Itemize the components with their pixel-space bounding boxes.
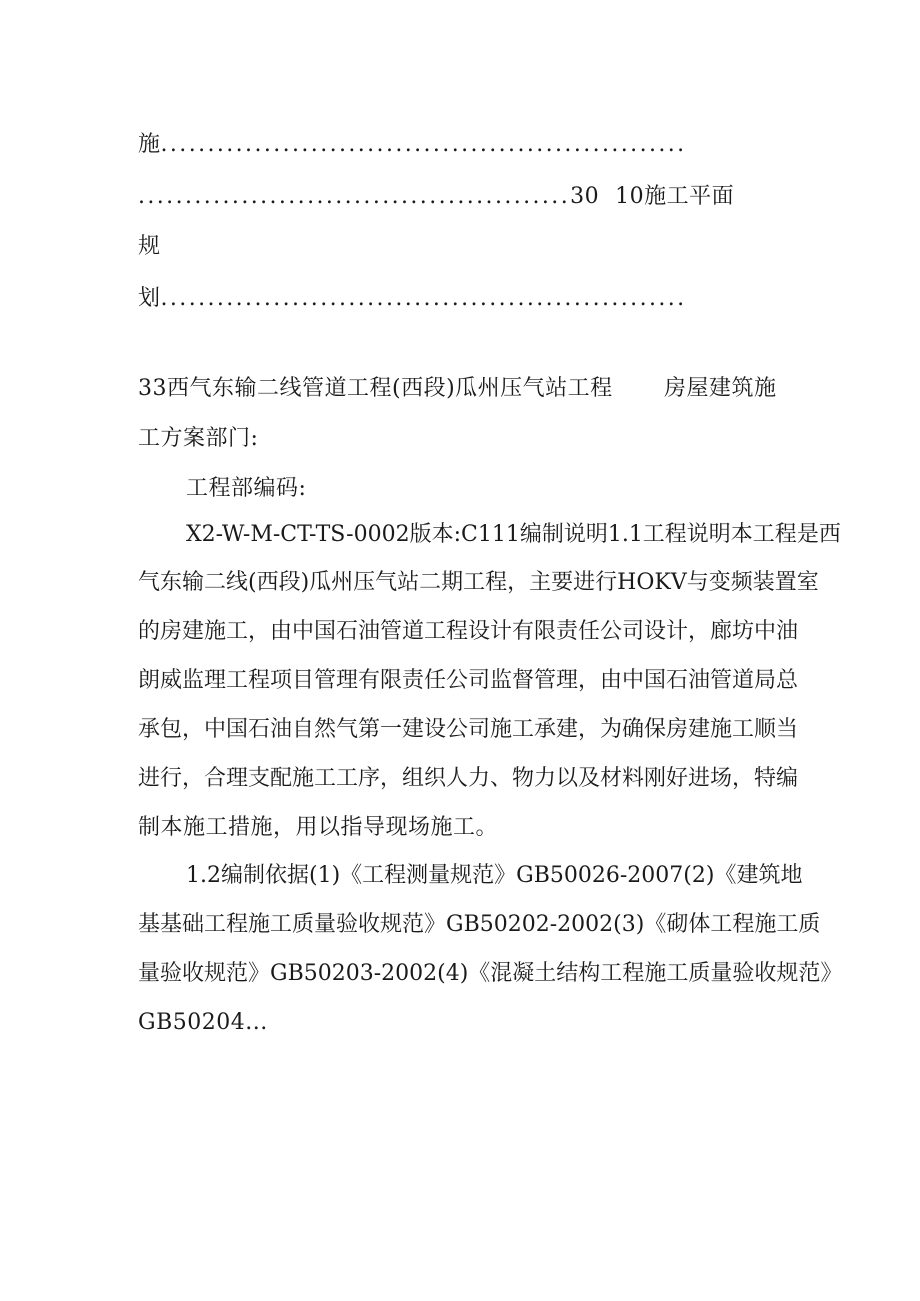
para1-line-2: 气东输二线(西段)瓜州压气站二期工程，主要进行HOKV与变频装置室 bbox=[138, 570, 819, 595]
doc-title-right bbox=[664, 374, 777, 404]
doc-title-line-1 bbox=[138, 374, 613, 404]
toc-line-1 bbox=[138, 130, 687, 160]
para2-line-4: GB50204... bbox=[138, 1010, 268, 1035]
para1-line-3: 的房建施工，由中国石油管道工程设计有限责任公司设计，廊坊中油 bbox=[138, 619, 799, 644]
toc-page-number: 30 bbox=[570, 184, 600, 209]
toc-next-entry: 10施工平面 bbox=[615, 184, 735, 209]
toc-line-4-char: 划 bbox=[138, 286, 161, 311]
para2-line-1: 1.2编制依据(1)《工程测量规范》GB50026-2007(2)《建筑地 bbox=[186, 863, 803, 888]
doc-title-line-2 bbox=[138, 424, 258, 454]
para1-line-6: 进行，合理支配施工工序，组织人力、物力以及材料刚好进场，特编 bbox=[138, 766, 799, 791]
doc-title-line-2-text: 工方案部门: bbox=[138, 426, 259, 451]
para1-line-4: 朗威监理工程项目管理有限责任公司监督管理，由中国石油管道局总 bbox=[138, 668, 799, 693]
toc-line-3-char: 规 bbox=[138, 234, 161, 259]
toc-line-4-leader: ........................................................ bbox=[160, 286, 687, 311]
para1-line-5: 承包，中国石油自然气第一建设公司施工承建，为确保房建施工顺当 bbox=[138, 717, 799, 742]
toc-line-1-leader: ........................................................ bbox=[160, 132, 687, 157]
toc-line-4 bbox=[138, 284, 687, 314]
toc-line-2-leader: .............................................. bbox=[138, 184, 571, 209]
para1-line-7: 制本施工措施，用以指导现场施工。 bbox=[138, 815, 499, 840]
project-code-label bbox=[186, 474, 306, 504]
para1-line-1: X2-W-M-CT-TS-0002版本:C111编制说明1.1工程说明本工程是西 bbox=[186, 522, 841, 547]
para2-line-3: 量验收规范》GB50203-2002(4)《混凝土结构工程施工质量验收规范》 bbox=[138, 961, 843, 986]
doc-title-left: 33西气东输二线管道工程(西段)瓜州压气站工程 bbox=[138, 376, 613, 401]
para2-line-2: 基基础工程施工质量验收规范》GB50202-2002(3)《砌体工程施工质 bbox=[138, 912, 821, 937]
toc-line-2 bbox=[138, 182, 734, 212]
project-code-label-text: 工程部编码: bbox=[186, 476, 307, 501]
doc-title-right-text: 房屋建筑施 bbox=[664, 376, 777, 401]
toc-line-1-char: 施 bbox=[138, 132, 161, 157]
toc-line-3 bbox=[138, 232, 161, 262]
